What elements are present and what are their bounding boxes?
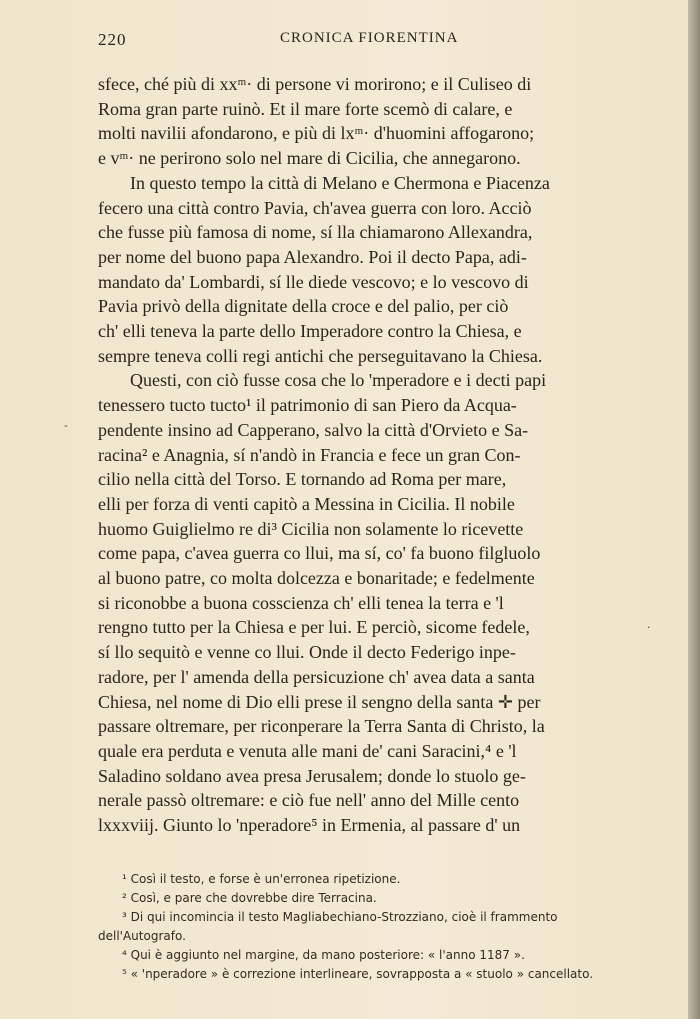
text-line: quale era perduta e venuta alle mani de' cani Saracini,⁴ e 'l bbox=[98, 740, 517, 761]
text-line: al buono patre, co molta dolcezza e bonaritade; e fedelmente bbox=[98, 568, 535, 589]
text-line: pendente insino ad Capperano, salvo la città d'Orvieto e Sa- bbox=[98, 419, 529, 440]
text-line: ch' elli teneva la parte dello Imperadore contro la Chiesa, e bbox=[98, 321, 522, 342]
text-line: Questi, con ciò fusse cosa che lo 'mperadore e i decti papi bbox=[130, 370, 547, 391]
text-line: sfece, ché più di xxᵐ· di persone vi morirono; e il Culiseo di bbox=[98, 74, 532, 94]
right-margin-mark: · bbox=[647, 621, 651, 634]
text-line: radore, per l' amenda della persicuzione ch' avea data a santa bbox=[98, 666, 535, 687]
text-line: Saladino soldano avea presa Jerusalem; donde lo stuolo ge- bbox=[98, 765, 526, 786]
text-line: Pavia privò della dignitate della croce e del palio, per ciò bbox=[98, 296, 509, 317]
text-line: Chiesa, nel nome di Dio elli prese il sengno della santa ✛ per bbox=[98, 691, 541, 712]
footnote-1: ¹ Così il testo, e forse è un'erronea ripetizione. bbox=[122, 872, 401, 886]
footnote-3: ³ Di qui incomincia il testo Magliabechiano-Strozziano, cioè il frammento bbox=[122, 910, 558, 924]
text-line: tenessero tucto tucto¹ il patrimonio di san Piero da Acqua- bbox=[98, 395, 517, 416]
text-line: che fusse più famosa di nome, sí lla chiamarono Allexandra, bbox=[98, 222, 533, 243]
text-line: nerale passò oltremare: e ciò fue nell' anno del Mille cento bbox=[98, 790, 520, 811]
text-line: rengno tutto per la Chiesa e per lui. E perciò, sicome fedele, bbox=[98, 617, 530, 638]
footnote-5: ⁵ « 'nperadore » è correzione interlineare, sovrapposta a « stuolo » cancellato. bbox=[122, 967, 594, 981]
text-line: sí llo sequitò e venne co llui. Onde il decto Federigo inpe- bbox=[98, 642, 516, 663]
text-line: per nome del buono papa Alexandro. Poi il decto Papa, adi- bbox=[98, 246, 527, 267]
footnote-3-continuation: dell'Autografo. bbox=[98, 929, 186, 943]
main-text bbox=[98, 72, 631, 838]
text-line: passare oltremare, per riconperare la Terra Santa di Christo, la bbox=[98, 716, 545, 737]
text-line: cilio nella città del Torso. E tornando ad Roma per mare, bbox=[98, 469, 507, 490]
text-line: sempre teneva colli regi antichi che perseguitavano la Chiesa. bbox=[98, 345, 543, 366]
text-line: huomo Guiglielmo re di³ Cicilia non solamente lo ricevette bbox=[98, 518, 524, 539]
text-line: lxxxviij. Giunto lo 'nperadore⁵ in Ermenia, al passare d' un bbox=[98, 815, 521, 836]
footnotes bbox=[98, 870, 631, 984]
footnote-4: ⁴ Qui è aggiunto nel margine, da mano posteriore: « l'anno 1187 ». bbox=[122, 948, 525, 962]
text-line: racina² e Anagnia, sí n'andò in Francia e fece un gran Con- bbox=[98, 444, 521, 465]
text-line: e vᵐ· ne perirono solo nel mare di Cicilia, che annegarono. bbox=[98, 148, 521, 169]
left-margin-mark: - bbox=[64, 419, 68, 432]
text-line: fecero una città contro Pavia, ch'avea guerra con loro. Acciò bbox=[98, 197, 532, 218]
text-line: In questo tempo la città di Melano e Chermona e Piacenza bbox=[130, 172, 550, 193]
text-line: molti navilii afondarono, e più di lxᵐ· d'huomini affogarono; bbox=[98, 123, 535, 144]
text-line: Roma gran parte ruinò. Et il mare forte scemò di calare, e bbox=[98, 98, 513, 119]
footnote-2: ² Così, e pare che dovrebbe dire Terracina. bbox=[122, 891, 377, 905]
text-line: elli per forza di venti capitò a Messina in Cicilia. Il nobile bbox=[98, 493, 515, 514]
page-edge-shadow bbox=[688, 0, 700, 1019]
running-title: CRONICA FIORENTINA bbox=[280, 30, 459, 46]
page-number: 220 bbox=[98, 30, 127, 49]
page-header bbox=[98, 30, 638, 60]
text-line: si riconobbe a buona cosscienza ch' elli tenea la terra e 'l bbox=[98, 592, 504, 613]
text-line: mandato da' Lombardi, sí lle diede vescovo; e lo vescovo di bbox=[98, 271, 529, 292]
text-line: come papa, c'avea guerra co llui, ma sí, co' fa buono filgluolo bbox=[98, 543, 541, 564]
